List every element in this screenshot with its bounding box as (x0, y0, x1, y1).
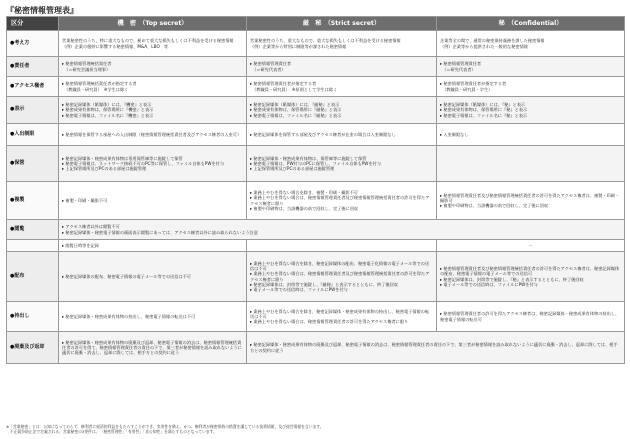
cell-confidential: ▸ 秘密記録媒体（紙媒体）には、『秘』と表示 ▸ 秘密成果有体物は、保管場所に『秘』と表示 ▸ 秘密電子情報は、ファイル名に『秘』と表示 (437, 97, 625, 124)
cell-strict-secret: ▸ 秘密記録媒体（紙媒体）には、『厳秘』と表示 ▸ 秘密成果有体物は、保管場所に『厳秘』と表示 ▸ 秘密電子情報は、ファイル名に『厳秘』と表示 (247, 97, 437, 124)
secret-info-management-table (6, 16, 625, 364)
table-row (7, 220, 625, 240)
header-confidential: 秘 （Confidential） (437, 17, 625, 31)
cell-strict-secret: ▸ 秘密情報管理責任者が指定する者 （教職員・研究員） ※原則として学生は除く (247, 77, 437, 97)
cell-strict-secret: ▸ 業務上やむを得ない場合を除き、複製・印刷・撮影不可 ▸ 業務上やむを得ない場合は、秘密情報管理責任者及び秘密情報管理統括責任者の許可を得たアクセス権者に限り ▸ 複製や印刷物は、当該機器の前で回収し、完了後に回収 (247, 182, 437, 220)
row-category: ●保管 (7, 146, 59, 182)
cell-strict-secret: ▸ 業務上やむを得ない場合を除き、秘密記録媒体の配布、秘密電子化情報の電子メール等での送信は不可 ▸ 業務上やむを得ない場合は、秘密情報管理責任者及び秘密情報管理統括責任者の許可を得たアクセス権者に限り ▸ 秘密記録媒体は、封筒等で施錠し、『厳秘』と表示するとともに、終了後回収 ▸ 電子メール等での送信時は、ファイルにPWを付与 (247, 252, 437, 302)
page-title: 『秘密情報管理表』 (6, 6, 78, 15)
table-row (7, 240, 625, 252)
row-category: ●入出制限 (7, 124, 59, 146)
cell-strict-secret: ▸ 業務上やむを得ない場合を除き、秘密記録媒体・秘密成果有体物の持出し、秘密電子情報の転送は不可 ▸ 業務上やむを得ない場合は、秘密情報管理責任者の許可を得たアクセス権者に限り (247, 302, 437, 332)
cell-top-secret: ▸ 秘密記録媒体・秘密成果有体物の持出し、秘密電子情報の転送は不可 (59, 302, 247, 332)
cell-top-secret: ▸ 秘密情報管理統括責任者が指定する者 （教職員・研究員） ※学生は除く (59, 77, 247, 97)
cell-confidential: ▸ 秘密情報管理責任者及び秘密情報管理統括責任者の許可を得たアクセス権者は、複製・印刷・撮影可 ▸ 複製や印刷物は、当該機器の前で回収し、完了後に回収 (437, 182, 625, 220)
cell-strict-and-confidential: ▸ 秘密記録媒体・秘密成果有体物の廃棄及び返却、秘密電子情報の消去は、秘密情報管理責任者の責任の下で、第三者が秘密情報を読み取れないように適切に廃棄・消去し、返却に際しては、相手方との契約に従う (247, 332, 625, 364)
cell-confidential: ▸ 入室制限なし (437, 124, 625, 146)
table-body (7, 31, 625, 364)
header-category: 区分 (7, 17, 59, 31)
cell-top-secret: ▸ 秘密記録媒体・秘密成果有体物の廃棄及び返却、秘密電子情報の消去は、秘密情報管理統括責任者の許可を得て、秘密情報管理責任者の責任の下で、第三者が秘密情報を読み取れないように適切に廃棄・消去し、返却に際しては、相手方との契約に従う (59, 332, 247, 364)
row-category: ●配布 (7, 252, 59, 302)
table-row (7, 182, 625, 220)
cell-confidential: 企業等全の間で、通常の秘密保持義務を課した秘密情報 （例）企業等から提供された一般的な秘密情報 (437, 31, 625, 57)
row-category: ●持出し (7, 302, 59, 332)
table-row (7, 252, 625, 302)
table-row (7, 77, 625, 97)
cell-confidential: ▸ 秘密情報管理責任者 （＝研究代表者） (437, 57, 625, 77)
cell-all-levels: ▸ アクセス権者以外は閲覧不可 ▸ 秘密記録媒体・秘密電子情報の画面表示閲覧にあっては、アクセス権者以外に読み取られないよう注意 (59, 220, 625, 240)
row-category: ●複製 (7, 182, 59, 220)
cell-top-secret: ▸ 秘密記録媒体の配布、秘密電子情報の電子メール等での送信は不可 (59, 252, 247, 302)
cell-strict-secret: 営業秘密性のうち、重大なもので、重大な損失もしくは不利益を受ける秘密情報 （例）企業等から特別に制限等が課された秘密情報 (247, 31, 437, 57)
row-category: ●表示 (7, 97, 59, 124)
cell-strict-secret: ▸ 秘密記録媒体・秘密成果有体物は、保管庫等に施錠して保管 ▸ 秘密電子情報は、PW付与のPCに保管し、ファイル自体もPWを付与 ▸ 上記保管場所及びPCのある部屋は施錠管理 (247, 146, 437, 182)
cell-top-secret: ▸ 閲覧日時等を記録 (59, 240, 247, 252)
table-row (7, 332, 625, 364)
cell-confidential: － (437, 240, 625, 252)
header-strict-secret: 厳 秘 （Strict secret） (247, 17, 437, 31)
table-row (7, 146, 625, 182)
cell-top-secret: ▸ 秘密記録媒体・秘密成果有体物は専用保管庫等に施錠して保管 ▸ 秘密電子情報は、ネットワーク接続不可のPC等に保管し、ファイル自体もPWを付与 ▸ 上記保管場所及びPCのある部屋は施錠管理 (59, 146, 247, 182)
row-category: ●責任者 (7, 57, 59, 77)
footnotes (6, 424, 624, 434)
cell-top-secret: ▸ 秘密記録媒体（紙媒体）には、『機密』と表示 ▸ 秘密成果有体物は、保管場所に『機密』と表示 ▸ 秘密電子情報は、ファイル名に『機密』と表示 (59, 97, 247, 124)
row-category: ●アクセス権者 (7, 77, 59, 97)
cell-strict-secret: ▸ 秘密情報管理責任者 （＝研究代表者） (247, 57, 437, 77)
cell-top-secret: ▸ 複製・印刷・撮影不可 (59, 182, 247, 220)
cell-confidential: ▸ 秘密情報管理責任者の許可を得たアクセス権者は、秘密記録媒体・秘密成果有体物の持出し、秘密電子情報の転送可 (437, 302, 625, 332)
row-category: ●廃棄及び返却 (7, 332, 59, 364)
row-category: ●閲覧 (7, 220, 59, 240)
cell-confidential: ▸ 秘密情報管理責任者が指定する者 （教職員・研究員・学生） (437, 77, 625, 97)
row-category (7, 240, 59, 252)
table-row (7, 302, 625, 332)
table-row (7, 97, 625, 124)
header-top-secret: 機 密 （Top secret） (59, 17, 247, 31)
row-category: ●考え方 (7, 31, 59, 57)
cell-top-secret: ▸ 秘密情報を保管する部屋への入出制限（秘密情報管理統括責任者及びアクセス権者の入室可） (59, 124, 247, 146)
cell-confidential (437, 146, 625, 182)
cell-strict-secret (247, 240, 437, 252)
cell-strict-secret: ▸ 秘密記録媒体を保管する部屋及びアクセス権者が在室の場合は入室制限なし (247, 124, 437, 146)
table-row (7, 31, 625, 57)
cell-top-secret: ▸ 秘密情報管理統括責任者 （＝研究会議担当理事） (59, 57, 247, 77)
footnote-2: 不正競争防止法で定義される、営業秘密の3要件は、「秘密管理性」「有用性」「非公知性」を満たすものとなっています。 (6, 429, 217, 434)
cell-confidential: ▸ 秘密情報管理責任者及び秘密情報管理統括責任者の許可を得たアクセス権者は、秘密記録媒体の配布、秘密電子情報の電子メール等での送信可 ▸ 秘密記録媒体は、封筒等で施錠し、『秘』と表示するとともに、終了後回収 ▸ 電子メール等での送信時は、ファイルにPWを付与 (437, 252, 625, 302)
footnote-1: ※「営業秘密」とは：公知になっておらず、権利者に経済的利益をもたらすことができ、実用性を備え、かつ、権利者が秘密保持の措置を講じている技術情報、及び経営情報を言います。 (6, 424, 324, 429)
table-row (7, 124, 625, 146)
cell-top-secret: 営業秘密性のうち、特に重大なもので、極めて重大な損失もしくは不利益を受ける秘密情報 （例）企業の根幹に影響する秘密情報、M&A、LBO 等 (59, 31, 247, 57)
table-row (7, 57, 625, 77)
table-header-row (7, 17, 625, 31)
